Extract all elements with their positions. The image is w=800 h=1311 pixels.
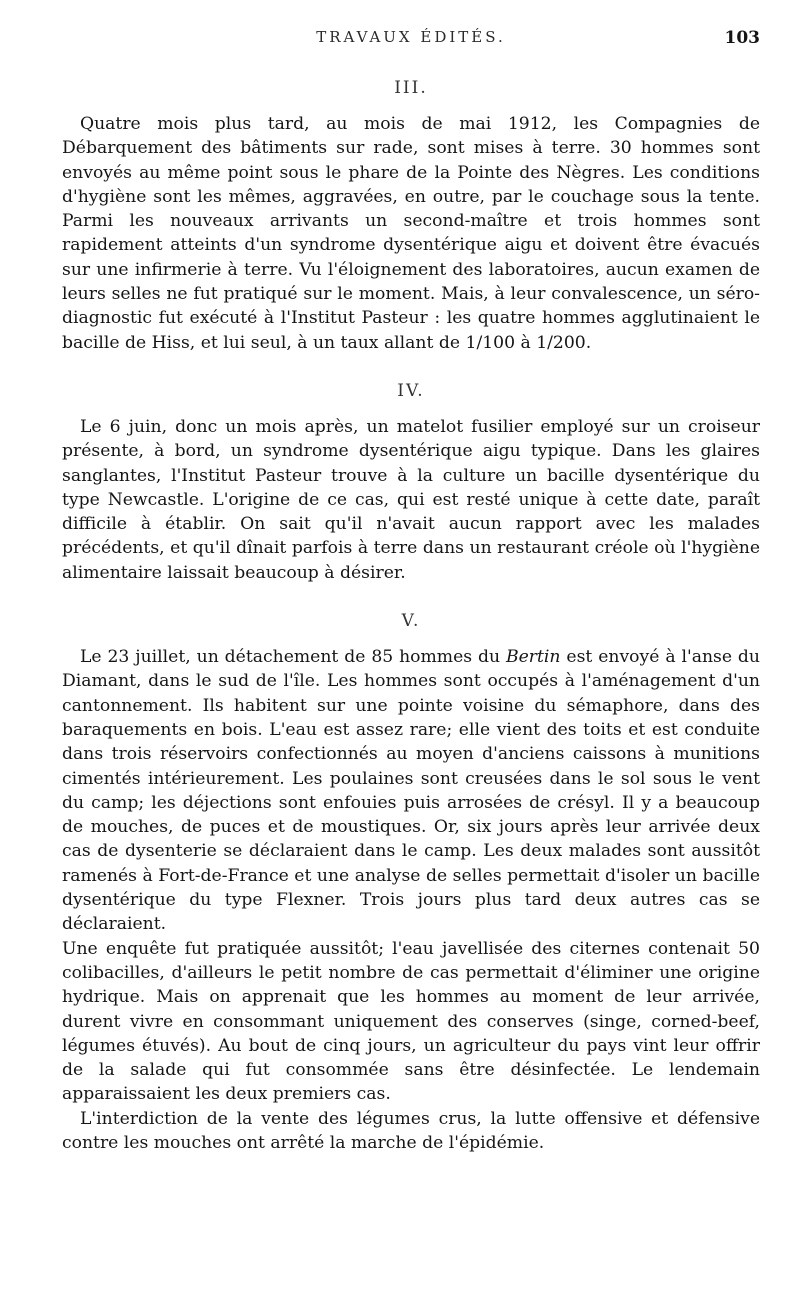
- paragraph: Une enquête fut pratiquée aussitôt; l'eau javellisée des citernes contenait 50 colibacilles, d'ailleurs le petit nombre de cas permettait d'éliminer une origine hydrique. Mais on apprenait que les hommes au moment de leur arrivée, durent vivre en consommant uniquement des conserves (singe, corned-beef, légumes étuvés). Au bout de cinq jours, un agriculteur du pays vint leur offrir de la salade qui fut consommée sans être désinfectée. Le lendemain apparaissaient les deux premiers cas.: [62, 938, 760, 1105]
- section-heading: V.: [401, 611, 421, 632]
- paragraph: L'interdiction de la vente des légumes crus, la lutte offensive et défensive contre les mouches ont arrêté la marche de l'épidémie.: [62, 1108, 760, 1153]
- section-heading: III.: [394, 78, 428, 98]
- section-iv: [62, 381, 760, 585]
- paragraph: Quatre mois plus tard, au mois de mai 1912, les Compagnies de Débarquement des bâtiments sur rade, sont mises à terre. 30 hommes sont envoyés au même point sous le phare de la Pointe des Nègres. Les conditions d'hygiène sont les mêmes, aggravées, en outre, par le couchage sous la tente. Parmi les nouveaux arrivants un second-maître et trois hommes sont rapidement atteints d'un syndrome dysentérique aigu et doivent être évacués sur une infirmerie à terre. Vu l'éloignement des laboratoires, aucun examen de leurs selles ne fut pratiqué sur le moment. Mais, à leur convalescence, un séro-diagnostic fut exécuté à l'Institut Pasteur : les quatre hommes agglutinaient le bacille de Hiss, et lui seul, à un taux allant de 1/100 à 1/200.: [62, 114, 760, 353]
- section-v: [62, 611, 760, 1155]
- page-number: 103: [724, 28, 760, 48]
- paragraph-text: Le 23 juillet, un détachement de 85 hommes du: [80, 647, 506, 668]
- section-heading: IV.: [397, 380, 425, 401]
- paragraph-text: est envoyé à l'anse du Diamant, dans le sud de l'île. Les hommes sont occupés à l'aménagement d'un cantonnement. Ils habitent sur une pointe voisine du sémaphore, dans des baraquements en bois. L'eau est assez rare; elle vient des toits et est conduite dans trois réservoirs confectionnés au moyen d'anciens caissons à munitions cimentés intérieurement. Les poulaines sont creusées dans le sol sous le vent du camp; les déjections sont enfouies puis arrosées de crésyl. Il y a beaucoup de mouches, de puces et de moustiques. Or, six jours après leur arrivée deux cas de dysenterie se déclaraient dans le camp. Les deux malades sont aussitôt ramenés à Fort-de-France et une analyse de selles permettait d'isoler un bacille dysentérique du type Flexner. Trois jours plus tard deux autres cas se déclaraient.: [62, 647, 760, 935]
- section-iii: [62, 78, 760, 355]
- paragraph: Le 6 juin, donc un mois après, un matelot fusilier employé sur un croiseur présente, à bord, un syndrome dysentérique aigu typique. Dans les glaires sanglantes, l'Institut Pasteur trouve à la culture un bacille dysentérique du type Newcastle. L'origine de ce cas, qui est resté unique à cette date, paraît difficile à établir. On sait qu'il n'avait aucun rapport avec les malades précédents, et qu'il dînait parfois à terre dans un restaurant créole où l'hygiène alimentaire laissait beaucoup à désirer.: [62, 416, 760, 583]
- ship-name: Bertin: [506, 647, 561, 668]
- running-header: [62, 28, 760, 58]
- running-title: TRAVAUX ÉDITÉS.: [316, 28, 506, 46]
- paragraph: [62, 645, 760, 937]
